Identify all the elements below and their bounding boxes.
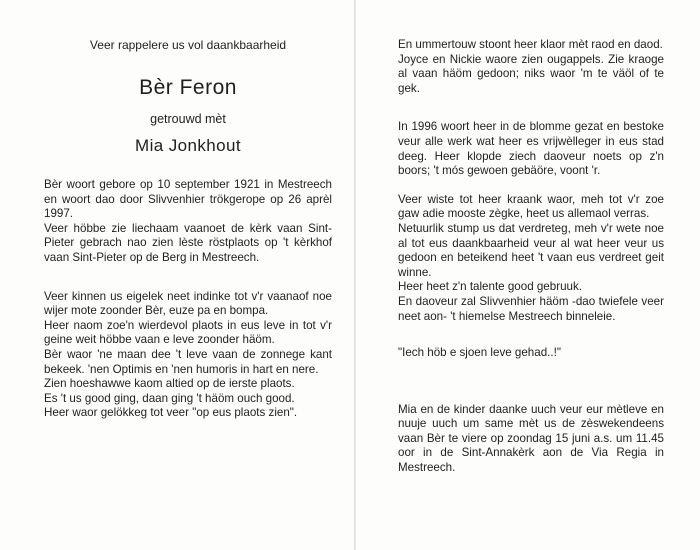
volunteer-paragraph: In 1996 woort heer in de blomme gezat en bestoke veur alle werk wat heer es vrijwèlleger in eus stad deeg. Heer klopde ziech daoveur noets op z'n boors; 't mós gewoen gebäöre, voont 'r.	[398, 120, 664, 178]
deceased-name: Bèr Feron	[139, 76, 237, 99]
spouse-name: Mia Jonkhout	[135, 136, 241, 155]
bio-birth-death: Bèr woort gebore op 10 september 1921 in Mestreech en woort dao door Slivvenhier trökgerope op 26 aprèl 1997.	[44, 178, 332, 221]
memory-paragraph: Heer waor gelökkeg tot veer "op eus plaots zien".	[44, 406, 298, 420]
memory-paragraph: En ummertouw stoont heer klaor mèt raod en daod.	[398, 38, 663, 51]
memory-paragraph: Heer heet z'n talente good gebruuk.	[398, 280, 582, 294]
quote: "Iech höb e sjoen leve gehad..!"	[398, 346, 561, 360]
intro-line: Veer rappelere us vol daankbaarheid	[89, 38, 287, 52]
bio-burial: Veer höbbe zie liechaam vaanoet de kèrk vaan Sint-Pieter gebrach nao zien lèste röstplaots op 't kèrkhof vaan Sint-Pieter op de Berg in Mestreech.	[44, 221, 332, 264]
memory-paragraph: Zien hoeshawwe kaom altied op de ierste plaots.	[44, 377, 295, 391]
memory-paragraph: En daoveur zal Slivvenhier häöm -dao twiefele veer neet aon- 't hiemelse Mestreech binneleie.	[398, 294, 664, 323]
fold-line	[354, 0, 356, 550]
married-label: getrouwd mèt	[150, 112, 226, 126]
memory-paragraph: Veer wiste tot heer kraank waor, meh tot v'r zoe gaw adie mooste zègke, heet us allemaol verras.	[398, 192, 664, 221]
right-page	[398, 38, 664, 487]
closing-paragraph: Mia en de kinder daanke uuch veur eur mètleve en nuuje uuch um same mèt us de zèswekendeens vaan Bèr te viere op zoondag 15 juni a.s. um 11.45 oor in de Sint-Annakèrk aon de Via Regia in Mestreech.	[398, 402, 664, 475]
memory-paragraph: Joyce en Nickie waore zien ougappels. Zie kraoge al vaan häöm gedoon; niks waor 'm te väöl of te gek.	[398, 52, 664, 95]
left-page	[44, 38, 332, 421]
memory-paragraph: Es 't us good ging, daan ging 't häöm ouch good.	[44, 391, 295, 405]
memory-paragraph: Netuurlik stump us dat verdreteg, meh v'r wete noe al tot eus daankbaarheid veur al wat heer veur us gedoon en beteikend heet 't vaan eus verdreet geit winne.	[398, 221, 664, 279]
memory-paragraph: Heer naom zoe'n wierdevol plaots in eus leve in tot v'r geine weit höbbe vaan e leve zoonder häöm.	[44, 318, 332, 347]
memory-paragraph: Bèr waor 'ne maan dee 't leve vaan de zonnege kant bekeek. 'nen Optimis en 'nen humoris in hart en nere.	[44, 347, 332, 376]
memory-paragraph: Veer kinnen us eigelek neet indinke tot v'r vaanaof noe wijer mote zoonder Bèr, euze pa en bompa.	[44, 289, 332, 318]
